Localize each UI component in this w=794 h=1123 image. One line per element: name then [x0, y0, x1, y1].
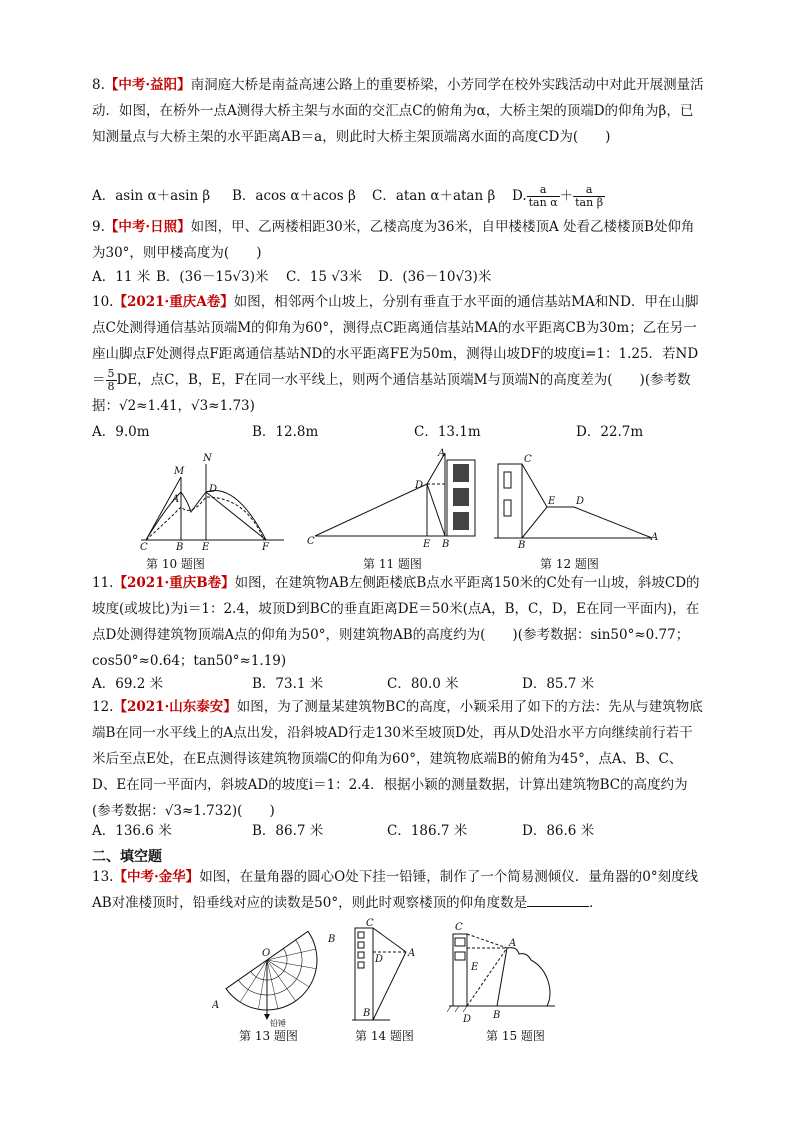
q10-fraction-denominator: 8: [107, 380, 115, 393]
fig12-label-c: C: [524, 454, 532, 465]
fig14-label-d: D: [375, 954, 384, 965]
q10-fraction-numerator: 5: [107, 367, 115, 380]
q12-option-d: D．86.6 米: [522, 823, 595, 839]
fig10-label-m: M: [174, 466, 185, 477]
q10-option-c: C．13.1m: [414, 424, 481, 440]
q8-option-d-prefix: D.: [512, 188, 527, 204]
question-12: [92, 694, 704, 824]
question-10: [92, 289, 704, 419]
fig14-label-a: A: [408, 948, 416, 959]
fig10-label-n: N: [203, 453, 212, 464]
q8-option-c: C．atan α＋atan β: [372, 188, 496, 204]
q8-option-b: B．acos α＋acos β: [232, 188, 356, 204]
q10-options: [92, 421, 704, 443]
q8-frac2-denominator: tan β: [575, 196, 604, 209]
q11-options: [92, 673, 704, 695]
fig13-label-a: A: [212, 1000, 220, 1011]
fig10-label-c: C: [140, 542, 148, 552]
q9-text: 如图，甲、乙两楼相距30米，乙楼高度为36米，自甲楼楼顶A 处看乙楼楼顶B处仰角为30°，则甲楼高度为( ): [92, 219, 695, 261]
fig15-label-a: A: [509, 938, 517, 949]
q9-option-c: C．15 √3米: [286, 269, 362, 285]
q10-number: 10.: [92, 294, 114, 310]
fig11-caption: 第 11 题图: [363, 557, 422, 571]
q10-option-d: D．22.7m: [576, 424, 644, 440]
fig15-label-c: C: [455, 922, 463, 933]
q8-option-a: A．asin α＋asin β: [92, 188, 211, 204]
fig10-label-d: D: [209, 484, 218, 495]
q12-options: [92, 820, 704, 842]
section-heading: 二、填空题: [92, 849, 162, 865]
q9-option-d: D．(36－10√3)米: [378, 269, 492, 285]
question-11: [92, 570, 704, 674]
q8-number: 8.: [92, 77, 105, 93]
q9-options: [92, 266, 704, 288]
fig11-label-e: E: [423, 539, 431, 548]
q9-number: 9.: [92, 219, 105, 235]
q10-option-b: B．12.8m: [252, 424, 319, 440]
q12-text: 如图，为了测量某建筑物BC的高度，小颖采用了如下的方法：先从与建筑物底端B在同一水平线上的A点出发，沿斜坡AD行走130米至坡顶D处，再从D处沿水平方向继续前行若干米后至点E处，在E点测得该建筑物顶端C的仰角为60°，建筑物底端B的俯角为45°，点A、B、C、D、E在同一平面内，斜坡AD的坡度i＝1：2.4．根据小颖的测量数据，计算出建筑物BC的高度约为(参考数据：√3≈1.732)( ): [92, 699, 703, 819]
q10-source-tag: 【2021·重庆A卷】: [113, 294, 234, 310]
q13-source-tag: 【中考·金华】: [113, 869, 200, 885]
q10-option-a: A．9.0m: [92, 424, 150, 440]
fig10-label-e: E: [202, 542, 210, 552]
q10-text-part1: 如图，相邻两个山坡上，分别有垂直于水平面的通信基站MA和ND．甲在山脚点C处测得通信基站顶端M的仰角为60°，测得点C距离通信基站MA的水平距离CB为30m；乙在另一座山脚点F处测得点F距离通信基站ND的水平距离FE为50m，测得山坡DF的坡度i=1：1.25．若ND＝: [92, 294, 699, 388]
fig10-label-b: B: [176, 542, 184, 552]
question-13: [92, 864, 704, 916]
q13-text: 如图，在量角器的圆心O处下挂一铅锤，制作了一个简易测倾仪．量角器的0°刻度线AB对准楼顶时，铅垂线对应的读数是50°，则此时观察楼顶的仰角度数是: [92, 869, 699, 911]
figure-10: [136, 452, 286, 552]
fig12-label-e: E: [548, 496, 556, 507]
fig12-label-d: D: [576, 496, 585, 507]
fig12-label-b: B: [518, 540, 526, 551]
q12-option-a: A．136.6 米: [92, 823, 172, 839]
fig10-label-f: F: [262, 542, 269, 552]
q9-option-a: A．11 米: [92, 269, 151, 285]
fig14-label-c: C: [366, 918, 374, 929]
figure-14: [350, 918, 425, 1026]
fig15-caption: 第 15 题图: [486, 1029, 545, 1043]
fig15-label-e: E: [471, 962, 479, 973]
fig11-label-c: C: [307, 536, 315, 547]
q8-source-tag: 【中考·益阳】: [104, 77, 191, 93]
q13-number: 13.: [92, 869, 114, 885]
figure-11: [305, 448, 480, 548]
fig11-label-a: A: [438, 448, 446, 459]
q12-number: 12.: [92, 699, 114, 715]
q8-frac1-numerator: a: [527, 184, 560, 197]
q8-option-d: [512, 184, 605, 209]
q11-option-a: A．69.2 米: [92, 676, 164, 692]
figure-15: [447, 918, 557, 1026]
q12-option-c: C．186.7 米: [387, 823, 468, 839]
fig13-caption: 第 13 题图: [239, 1029, 298, 1043]
q8-option-d-frac2: [573, 184, 605, 209]
q8-options: [92, 184, 704, 209]
q10-text-part2: DE，点C，B，E，F在同一水平线上，则两个通信基站顶端M与顶端N的高度差为( )(参考数据：√2≈1.41，√3≈1.73): [92, 372, 691, 414]
q8-frac1-denominator: tan α: [528, 196, 558, 209]
q8-option-d-frac1: [527, 184, 560, 209]
fig10-caption: 第 10 题图: [146, 557, 205, 571]
q10-fraction: [106, 368, 117, 393]
fig14-label-b: B: [363, 1008, 371, 1019]
fig13-label-o: O: [262, 948, 271, 959]
q13-answer-blank[interactable]: [527, 892, 589, 907]
figure-13: [212, 920, 337, 1028]
q11-option-b: B．73.1 米: [252, 676, 324, 692]
q11-source-tag: 【2021·重庆B卷】: [113, 575, 235, 591]
q11-number: 11.: [92, 575, 114, 591]
q9-option-b: B．(36－15√3)米: [156, 269, 269, 285]
fig11-label-d: D: [415, 480, 424, 491]
fig12-caption: 第 12 题图: [540, 557, 599, 571]
q8-frac2-numerator: a: [573, 184, 605, 197]
figure-12: [492, 452, 662, 552]
q8-option-d-plus: ＋: [559, 188, 574, 204]
q9-source-tag: 【中考·日照】: [104, 219, 191, 235]
q12-source-tag: 【2021·山东泰安】: [113, 699, 237, 715]
question-8: [92, 72, 704, 150]
fig11-label-b: B: [442, 539, 450, 548]
q8-text: 南洞庭大桥是南益高速公路上的重要桥梁，小芳同学在校外实践活动中对此开展测量活动．如图，在桥外一点A测得大桥主架与水面的交汇点C的俯角为α，大桥主架的顶端D的仰角为β，已知测量点与大桥主架的水平距离AB＝a，则此时大桥主架顶端离水面的高度CD为( ): [92, 77, 704, 145]
q11-option-c: C．80.0 米: [387, 676, 459, 692]
q12-option-b: B．86.7 米: [252, 823, 324, 839]
fig12-label-a: A: [651, 532, 659, 543]
q13-end: ．: [589, 895, 603, 911]
q11-option-d: D．85.7 米: [522, 676, 595, 692]
fig15-label-b: B: [493, 1010, 501, 1021]
question-9: [92, 214, 704, 266]
fig10-label-a: A: [172, 494, 180, 505]
fig15-label-d: D: [463, 1014, 472, 1025]
q11-text: 如图，在建筑物AB左侧距楼底B点水平距离150米的C处有一山坡，斜坡CD的坡度(或坡比)为i＝1：2.4，坡顶D到BC的垂直距离DE＝50米(点A，B，C，D，E在同一平面内)，在点D处测得建筑物顶端A点的仰角为50°，则建筑物AB的高度约为( )(参考数据：sin50°≈0.77；cos50°≈0.64；tan50°≈1.19): [92, 575, 700, 669]
fig13-label-plumb: 铅锤: [270, 1019, 286, 1028]
fig14-caption: 第 14 题图: [355, 1029, 414, 1043]
fig13-label-b: B: [328, 934, 336, 945]
